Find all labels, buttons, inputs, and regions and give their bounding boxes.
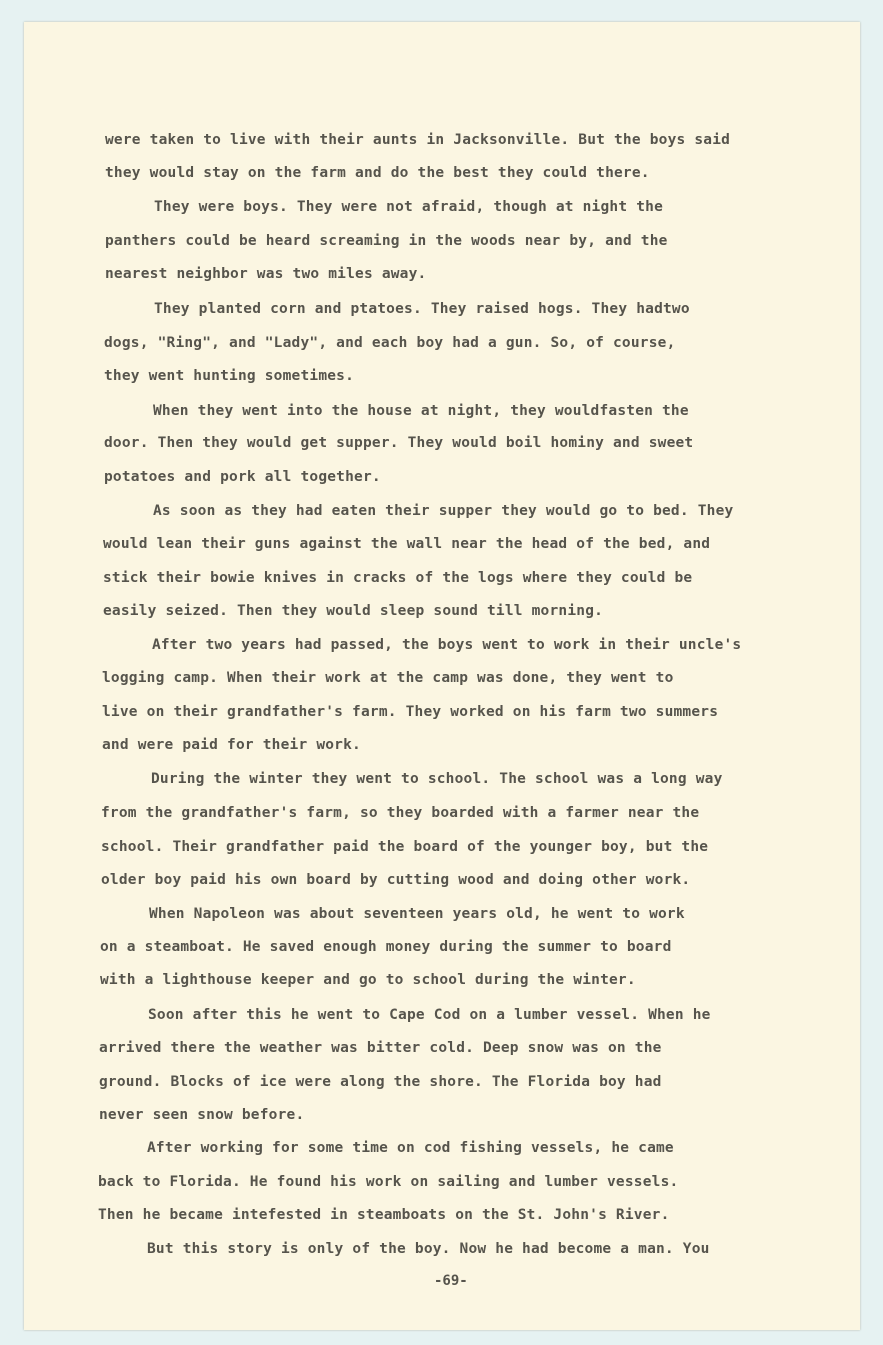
typed-text-body	[24, 22, 860, 1330]
text-line-25: on a steamboat. He saved enough money during the summer to board	[100, 939, 672, 955]
text-line-3: They were boys. They were not afraid, though at night the	[154, 199, 663, 215]
text-line-1: were taken to live with their aunts in Jacksonville. But the boys said	[105, 132, 731, 148]
text-line-8: they went hunting sometimes.	[104, 368, 355, 384]
text-line-11: potatoes and pork all together.	[104, 469, 381, 485]
text-line-7: dogs, "Ring", and "Lady", and each boy had a gun. So, of course,	[104, 335, 676, 351]
text-line-16: After two years had passed, the boys went to work in their uncle's	[152, 637, 742, 653]
text-line-5: nearest neighbor was two miles away.	[105, 266, 427, 282]
text-line-13: would lean their guns against the wall near the head of the bed, and	[103, 536, 711, 552]
text-line-30: never seen snow before.	[99, 1107, 305, 1123]
text-line-27: Soon after this he went to Cape Cod on a lumber vessel. When he	[148, 1007, 711, 1023]
text-line-33: Then he became intefested in steamboats on the St. John's River.	[98, 1207, 670, 1223]
text-line-31: After working for some time on cod fishing vessels, he came	[147, 1140, 674, 1156]
page-number: -69-	[434, 1273, 468, 1289]
text-line-18: live on their grandfather's farm. They worked on his farm two summers	[102, 704, 719, 720]
text-line-21: from the grandfather's farm, so they boarded with a farmer near the	[101, 805, 700, 821]
text-line-28: arrived there the weather was bitter cold. Deep snow was on the	[99, 1040, 662, 1056]
document-page	[24, 22, 860, 1330]
text-line-15: easily seized. Then they would sleep sound till morning.	[103, 603, 604, 619]
text-line-4: panthers could be heard screaming in the woods near by, and the	[105, 233, 668, 249]
text-line-9: When they went into the house at night, they wouldfasten the	[153, 403, 689, 419]
text-line-24: When Napoleon was about seventeen years old, he went to work	[149, 906, 685, 922]
text-line-6: They planted corn and ptatoes. They raised hogs. They hadtwo	[154, 301, 690, 317]
text-line-19: and were paid for their work.	[102, 737, 361, 753]
text-line-26: with a lighthouse keeper and go to school during the winter.	[100, 972, 636, 988]
text-line-17: logging camp. When their work at the camp was done, they went to	[102, 670, 674, 686]
text-line-20: During the winter they went to school. The school was a long way	[151, 771, 723, 787]
text-line-14: stick their bowie knives in cracks of the logs where they could be	[103, 570, 693, 586]
text-line-32: back to Florida. He found his work on sailing and lumber vessels.	[98, 1174, 679, 1190]
text-line-34: But this story is only of the boy. Now he had become a man. You	[147, 1241, 710, 1257]
text-line-2: they would stay on the farm and do the best they could there.	[105, 165, 650, 181]
text-line-10: door. Then they would get supper. They would boil hominy and sweet	[104, 435, 694, 451]
text-line-22: school. Their grandfather paid the board of the younger boy, but the	[101, 839, 709, 855]
text-line-29: ground. Blocks of ice were along the shore. The Florida boy had	[99, 1074, 662, 1090]
text-line-23: older boy paid his own board by cutting wood and doing other work.	[101, 872, 691, 888]
text-line-12: As soon as they had eaten their supper they would go to bed. They	[153, 503, 734, 519]
